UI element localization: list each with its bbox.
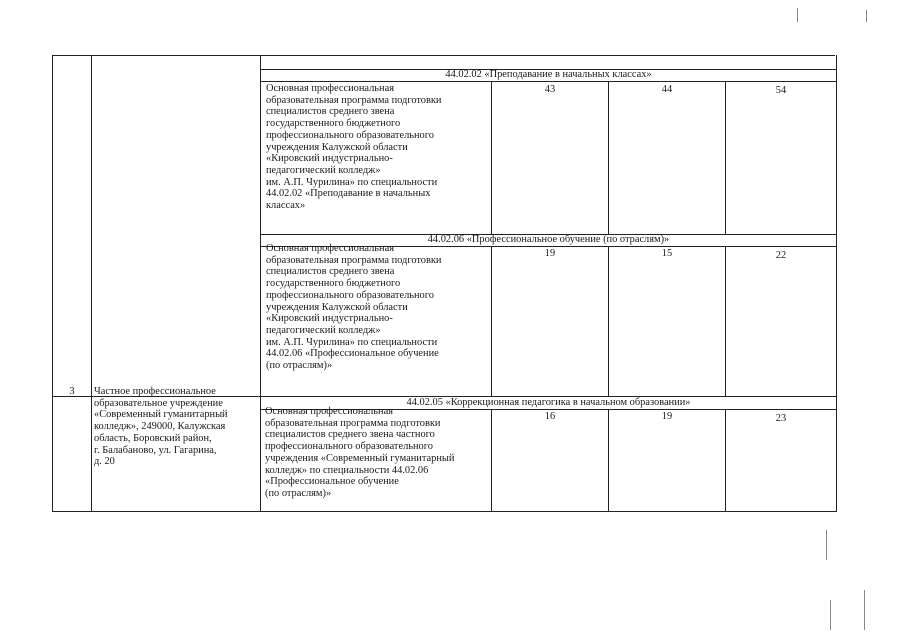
value-cell: 16 xyxy=(544,411,556,422)
specialty-header: 44.02.02 «Преподавание в начальных классах» xyxy=(445,69,652,80)
specialty-header: 44.02.06 «Профессиональное обучение (по отраслям)» xyxy=(427,234,670,245)
scan-artifact xyxy=(826,530,827,560)
value-cell: 19 xyxy=(661,411,673,422)
value-cell: 54 xyxy=(775,85,787,96)
scan-artifact xyxy=(864,590,865,630)
scan-artifact xyxy=(797,8,798,22)
program-description: Основная профессиональная образовательная программа подготовки специалистов среднего звена государственного бюджетного профессионального образовательного учреждения Калужской области «Кировский индустриально- педагогический колледж» им. А.П. Чурилина» по специальности 44.02.06 «Профессиональное обучение (по отраслям)» xyxy=(266,243,442,372)
value-cell: 43 xyxy=(544,84,556,95)
program-description: Основная профессиональная образовательная программа подготовки специалистов среднего звена частного профессионального образовательного учреждения «Современный гуманитарный колледж» по специальности 44.02.06 «Профессиональное обучение (по отраслям)» xyxy=(265,406,455,499)
value-cell: 22 xyxy=(775,250,787,261)
scan-artifact xyxy=(830,600,831,630)
value-cell: 19 xyxy=(544,248,556,259)
organization-name: Частное профессиональное образовательное учреждение «Современный гуманитарный колледж», 249000, Калужская область, Боровский район, г. Балабаново, ул. Гагарина, д. 20 xyxy=(94,386,228,468)
value-cell: 44 xyxy=(661,84,673,95)
program-description: Основная профессиональная образовательная программа подготовки специалистов среднего звена государственного бюджетного профессионального образовательного учреждения Калужской области «Кировский индустриально- педагогический колледж» им. А.П. Чурилина» по специальности 44.02.02 «Преподавание в начальных классах» xyxy=(266,83,442,212)
row-number: 3 xyxy=(69,386,75,397)
value-cell: 15 xyxy=(661,248,673,259)
value-cell: 23 xyxy=(775,413,787,424)
specialty-header: 44.02.05 «Коррекционная педагогика в начальном образовании» xyxy=(406,397,691,408)
scan-artifact xyxy=(866,10,867,22)
